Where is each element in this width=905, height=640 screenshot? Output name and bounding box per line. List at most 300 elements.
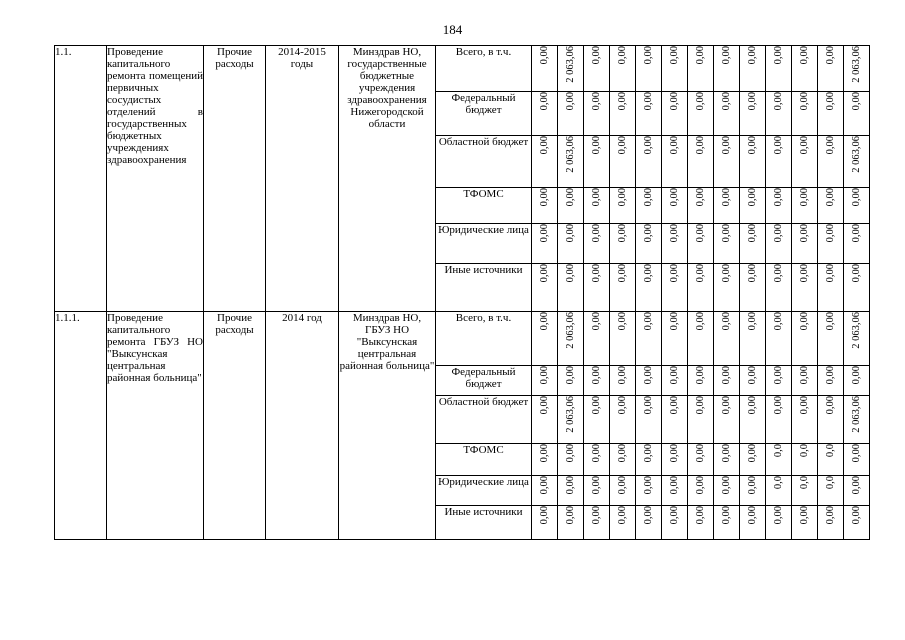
amount-cell: [818, 46, 844, 92]
amount-value: 0,00: [746, 224, 758, 243]
amount-value: 0,00: [720, 366, 732, 385]
amount-value: 0,00: [668, 46, 680, 65]
amount-cell: [532, 396, 558, 444]
amount-cell: [714, 506, 740, 540]
amount-value: 0,00: [850, 366, 862, 385]
amount-value: 0,00: [538, 224, 550, 243]
amount-value: 0,00: [590, 312, 602, 331]
amount-cell: [844, 506, 870, 540]
amount-value: 0,00: [642, 476, 654, 495]
amount-cell: [844, 312, 870, 366]
amount-cell: [636, 444, 662, 476]
amount-value: 0,00: [538, 476, 550, 495]
amount-cell: [766, 264, 792, 312]
amount-cell: [636, 366, 662, 396]
amount-cell: [558, 444, 584, 476]
amount-cell: [610, 92, 636, 136]
amount-value: 0,00: [824, 506, 836, 525]
amount-value: 0,00: [642, 312, 654, 331]
amount-cell: [558, 224, 584, 264]
amount-value: 0,00: [772, 264, 784, 283]
amount-value: 0,00: [616, 224, 628, 243]
amount-cell: [662, 396, 688, 444]
amount-cell: [558, 312, 584, 366]
amount-cell: [792, 136, 818, 188]
amount-cell: [584, 476, 610, 506]
amount-cell: [636, 264, 662, 312]
amount-cell: [818, 92, 844, 136]
amount-cell: [532, 312, 558, 366]
amount-value: 0,00: [564, 476, 576, 495]
amount-cell: [766, 224, 792, 264]
amount-value: 0,00: [694, 476, 706, 495]
amount-cell: [610, 312, 636, 366]
amount-value: 0,00: [850, 264, 862, 283]
amount-value: 0,00: [746, 264, 758, 283]
amount-value: 0,00: [538, 396, 550, 415]
amount-value: 0,00: [694, 444, 706, 463]
amount-value: 2 063,06: [564, 396, 576, 433]
amount-value: 0,00: [668, 188, 680, 207]
amount-cell: [584, 46, 610, 92]
amount-cell: [792, 92, 818, 136]
amount-cell: [792, 396, 818, 444]
amount-value: 0,00: [694, 46, 706, 65]
amount-value: 0,00: [798, 188, 810, 207]
amount-cell: [740, 312, 766, 366]
amount-cell: [818, 444, 844, 476]
amount-cell: [558, 92, 584, 136]
amount-cell: [688, 444, 714, 476]
amount-cell: [584, 188, 610, 224]
amount-cell: [714, 46, 740, 92]
amount-cell: [714, 224, 740, 264]
amount-value: 0,00: [824, 92, 836, 111]
executor: Минздрав НО, государственные бюджетные учреждения здравоохранения Нижегородской области: [339, 46, 436, 312]
amount-value: 0,00: [824, 396, 836, 415]
amount-value: 0,00: [642, 396, 654, 415]
amount-cell: [714, 92, 740, 136]
amount-value: 0,00: [642, 444, 654, 463]
amount-value: 0,00: [694, 224, 706, 243]
amount-cell: [558, 188, 584, 224]
amount-value: 0,00: [772, 188, 784, 207]
amount-value: 0,00: [642, 92, 654, 111]
amount-cell: [636, 476, 662, 506]
amount-cell: [740, 46, 766, 92]
amount-value: 0,00: [668, 312, 680, 331]
amount-cell: [766, 506, 792, 540]
amount-value: 0,00: [538, 506, 550, 525]
amount-cell: [662, 312, 688, 366]
amount-cell: [740, 506, 766, 540]
amount-value: 0,00: [798, 312, 810, 331]
amount-cell: [844, 264, 870, 312]
amount-cell: [792, 506, 818, 540]
amount-value: 0,00: [824, 188, 836, 207]
amount-value: 0,00: [720, 264, 732, 283]
amount-cell: [818, 188, 844, 224]
amount-value: 0,00: [746, 92, 758, 111]
table-row: [55, 46, 870, 92]
amount-value: 0,00: [590, 444, 602, 463]
amount-value: 0,00: [746, 444, 758, 463]
amount-value: 0,00: [798, 506, 810, 525]
amount-cell: [792, 264, 818, 312]
amount-value: 0,00: [824, 224, 836, 243]
amount-value: 0,00: [746, 46, 758, 65]
amount-cell: [610, 188, 636, 224]
amount-value: 0,00: [668, 224, 680, 243]
amount-cell: [740, 264, 766, 312]
amount-value: 0,00: [720, 136, 732, 155]
amount-value: 0,00: [668, 264, 680, 283]
amount-value: 0,00: [850, 444, 862, 463]
amount-value: 0,00: [616, 506, 628, 525]
amount-cell: [792, 188, 818, 224]
amount-value: 0,00: [616, 396, 628, 415]
amount-cell: [714, 444, 740, 476]
expense-type: Прочие расходы: [204, 312, 266, 540]
amount-value: 0,00: [668, 92, 680, 111]
amount-cell: [662, 46, 688, 92]
amount-cell: [766, 136, 792, 188]
amount-cell: [792, 476, 818, 506]
amount-value: 0,00: [590, 46, 602, 65]
amount-value: 0,00: [668, 444, 680, 463]
table-row: [55, 312, 870, 366]
amount-cell: [688, 264, 714, 312]
amount-cell: [636, 136, 662, 188]
amount-cell: [610, 476, 636, 506]
amount-cell: [818, 264, 844, 312]
amount-cell: [714, 312, 740, 366]
amount-value: 2 063,06: [564, 312, 576, 349]
amount-value: 0,00: [824, 264, 836, 283]
amount-value: 0,00: [616, 92, 628, 111]
amount-value: 0,00: [538, 444, 550, 463]
amount-cell: [844, 366, 870, 396]
amount-cell: [636, 46, 662, 92]
amount-value: 0,00: [590, 476, 602, 495]
amount-value: 0,0: [772, 444, 784, 458]
amount-cell: [636, 506, 662, 540]
amount-value: 0,00: [772, 224, 784, 243]
amount-value: 0,00: [772, 366, 784, 385]
amount-value: 0,00: [824, 46, 836, 65]
page-number: 184: [442, 22, 463, 37]
amount-cell: [714, 264, 740, 312]
amount-value: 0,00: [590, 136, 602, 155]
amount-value: 2 063,06: [850, 46, 862, 83]
amount-cell: [662, 264, 688, 312]
amount-cell: [714, 476, 740, 506]
amount-cell: [740, 366, 766, 396]
amount-value: 0,00: [798, 396, 810, 415]
amount-cell: [584, 506, 610, 540]
amount-value: 0,00: [642, 188, 654, 207]
amount-cell: [662, 476, 688, 506]
amount-value: 0,00: [616, 136, 628, 155]
amount-cell: [610, 136, 636, 188]
amount-value: 0,00: [616, 188, 628, 207]
amount-value: 0,00: [850, 188, 862, 207]
funding-source: Юридические лица: [436, 476, 532, 506]
amount-cell: [792, 444, 818, 476]
financing-table: [54, 45, 870, 540]
amount-value: 0,00: [798, 366, 810, 385]
amount-cell: [740, 188, 766, 224]
amount-value: 0,00: [616, 312, 628, 331]
amount-cell: [844, 476, 870, 506]
amount-cell: [688, 312, 714, 366]
amount-value: 0,00: [746, 366, 758, 385]
section-name: Проведение капитального ремонта помещений первичных сосудистых отделений в государственных бюджетных учреждениях здравоохранения: [107, 46, 204, 312]
amount-cell: [688, 46, 714, 92]
amount-cell: [766, 366, 792, 396]
amount-value: 0,00: [850, 506, 862, 525]
amount-cell: [766, 444, 792, 476]
amount-value: 0,00: [694, 396, 706, 415]
amount-value: 0,00: [850, 92, 862, 111]
amount-cell: [662, 188, 688, 224]
amount-value: 2 063,06: [850, 396, 862, 433]
amount-cell: [558, 136, 584, 188]
amount-value: 0,00: [824, 312, 836, 331]
amount-value: 0,00: [538, 136, 550, 155]
amount-cell: [584, 444, 610, 476]
amount-cell: [844, 46, 870, 92]
amount-value: 0,00: [694, 264, 706, 283]
period: 2014 год: [266, 312, 339, 540]
funding-source: Всего, в т.ч.: [436, 46, 532, 92]
amount-value: 0,00: [720, 46, 732, 65]
funding-source: Областной бюджет: [436, 396, 532, 444]
amount-value: 0,00: [772, 46, 784, 65]
amount-cell: [740, 476, 766, 506]
amount-cell: [688, 92, 714, 136]
funding-source: ТФОМС: [436, 444, 532, 476]
amount-value: 0,00: [694, 506, 706, 525]
amount-cell: [688, 188, 714, 224]
amount-cell: [844, 136, 870, 188]
amount-cell: [558, 396, 584, 444]
amount-cell: [584, 92, 610, 136]
amount-value: 0,00: [538, 188, 550, 207]
amount-value: 0,00: [694, 92, 706, 111]
amount-cell: [818, 312, 844, 366]
amount-cell: [766, 188, 792, 224]
amount-cell: [636, 92, 662, 136]
amount-cell: [688, 366, 714, 396]
amount-cell: [532, 366, 558, 396]
amount-value: 0,00: [668, 396, 680, 415]
expense-type: Прочие расходы: [204, 46, 266, 312]
amount-value: 2 063,06: [850, 136, 862, 173]
amount-value: 2 063,06: [564, 136, 576, 173]
amount-cell: [714, 188, 740, 224]
amount-value: 0,00: [772, 396, 784, 415]
amount-cell: [584, 264, 610, 312]
amount-cell: [766, 92, 792, 136]
amount-cell: [792, 366, 818, 396]
amount-cell: [662, 136, 688, 188]
amount-cell: [636, 188, 662, 224]
period: 2014-2015 годы: [266, 46, 339, 312]
amount-value: 0,00: [720, 476, 732, 495]
amount-value: 0,00: [798, 264, 810, 283]
amount-value: 0,00: [694, 188, 706, 207]
amount-cell: [818, 366, 844, 396]
amount-value: 0,00: [772, 136, 784, 155]
amount-value: 0,00: [746, 188, 758, 207]
amount-cell: [688, 136, 714, 188]
amount-value: 0,00: [720, 224, 732, 243]
amount-cell: [818, 136, 844, 188]
amount-cell: [532, 46, 558, 92]
amount-value: 0,00: [564, 264, 576, 283]
amount-cell: [532, 224, 558, 264]
amount-value: 0,00: [642, 136, 654, 155]
amount-value: 0,00: [720, 396, 732, 415]
amount-cell: [688, 224, 714, 264]
amount-cell: [636, 224, 662, 264]
funding-source: Областной бюджет: [436, 136, 532, 188]
amount-value: 0,00: [798, 46, 810, 65]
amount-cell: [610, 264, 636, 312]
amount-cell: [532, 136, 558, 188]
amount-cell: [532, 264, 558, 312]
amount-cell: [662, 92, 688, 136]
amount-cell: [740, 396, 766, 444]
amount-cell: [844, 224, 870, 264]
amount-value: 0,00: [746, 506, 758, 525]
amount-value: 0,00: [564, 188, 576, 207]
funding-source: Иные источники: [436, 506, 532, 540]
amount-value: 2 063,06: [564, 46, 576, 83]
amount-cell: [636, 396, 662, 444]
amount-value: 0,00: [746, 476, 758, 495]
amount-value: 0,00: [772, 312, 784, 331]
amount-cell: [558, 366, 584, 396]
amount-value: 0,00: [798, 224, 810, 243]
amount-cell: [532, 506, 558, 540]
amount-cell: [662, 224, 688, 264]
amount-value: 0,00: [564, 224, 576, 243]
amount-cell: [740, 92, 766, 136]
amount-cell: [584, 136, 610, 188]
amount-value: 0,00: [824, 136, 836, 155]
amount-cell: [688, 396, 714, 444]
amount-value: 0,0: [798, 444, 810, 458]
amount-cell: [584, 224, 610, 264]
amount-value: 0,00: [694, 366, 706, 385]
amount-value: 0,00: [538, 264, 550, 283]
amount-value: 0,00: [668, 506, 680, 525]
amount-cell: [844, 188, 870, 224]
amount-value: 0,00: [538, 312, 550, 331]
amount-cell: [792, 46, 818, 92]
amount-cell: [532, 188, 558, 224]
amount-value: 0,00: [798, 92, 810, 111]
amount-cell: [636, 312, 662, 366]
amount-cell: [662, 506, 688, 540]
amount-cell: [610, 506, 636, 540]
amount-cell: [844, 92, 870, 136]
executor: Минздрав НО, ГБУЗ НО "Выксунская центральная районная больница": [339, 312, 436, 540]
amount-cell: [532, 92, 558, 136]
amount-cell: [532, 476, 558, 506]
amount-cell: [610, 396, 636, 444]
amount-value: 0,00: [590, 506, 602, 525]
amount-cell: [688, 506, 714, 540]
amount-cell: [662, 366, 688, 396]
amount-cell: [766, 396, 792, 444]
funding-source: Федеральный бюджет: [436, 366, 532, 396]
amount-cell: [818, 506, 844, 540]
amount-value: 0,00: [590, 92, 602, 111]
amount-value: 0,00: [616, 476, 628, 495]
amount-value: 0,0: [824, 444, 836, 458]
amount-value: 0,00: [850, 476, 862, 495]
amount-value: 0,00: [668, 476, 680, 495]
amount-value: 0,00: [538, 366, 550, 385]
section-name: Проведение капитального ремонта ГБУЗ НО "Выксунская центральная районная больница": [107, 312, 204, 540]
amount-value: 0,00: [798, 136, 810, 155]
amount-cell: [532, 444, 558, 476]
funding-source: Юридические лица: [436, 224, 532, 264]
funding-source: Иные источники: [436, 264, 532, 312]
amount-value: 0,0: [824, 476, 836, 490]
amount-cell: [740, 444, 766, 476]
amount-cell: [792, 224, 818, 264]
amount-value: 0,00: [694, 136, 706, 155]
funding-source: Всего, в т.ч.: [436, 312, 532, 366]
amount-cell: [714, 366, 740, 396]
amount-value: 0,00: [590, 224, 602, 243]
amount-cell: [844, 444, 870, 476]
amount-value: 0,00: [642, 264, 654, 283]
amount-cell: [740, 136, 766, 188]
amount-value: 0,00: [668, 366, 680, 385]
funding-source: ТФОМС: [436, 188, 532, 224]
amount-value: 0,0: [772, 476, 784, 490]
amount-cell: [844, 396, 870, 444]
amount-value: 0,00: [590, 366, 602, 385]
amount-cell: [610, 444, 636, 476]
amount-value: 0,00: [720, 312, 732, 331]
amount-value: 0,00: [590, 396, 602, 415]
amount-cell: [766, 46, 792, 92]
amount-cell: [714, 396, 740, 444]
section-number: 1.1.: [55, 46, 107, 312]
funding-source: Федеральный бюджет: [436, 92, 532, 136]
amount-value: 0,00: [590, 188, 602, 207]
amount-value: 0,00: [772, 506, 784, 525]
amount-cell: [766, 476, 792, 506]
amount-cell: [610, 224, 636, 264]
amount-value: 0,00: [642, 366, 654, 385]
amount-cell: [584, 366, 610, 396]
amount-cell: [558, 46, 584, 92]
amount-value: 0,00: [746, 312, 758, 331]
amount-value: 0,00: [746, 396, 758, 415]
amount-value: 0,00: [720, 188, 732, 207]
amount-cell: [662, 444, 688, 476]
amount-cell: [714, 136, 740, 188]
amount-value: 0,00: [720, 444, 732, 463]
amount-value: 0,00: [616, 444, 628, 463]
